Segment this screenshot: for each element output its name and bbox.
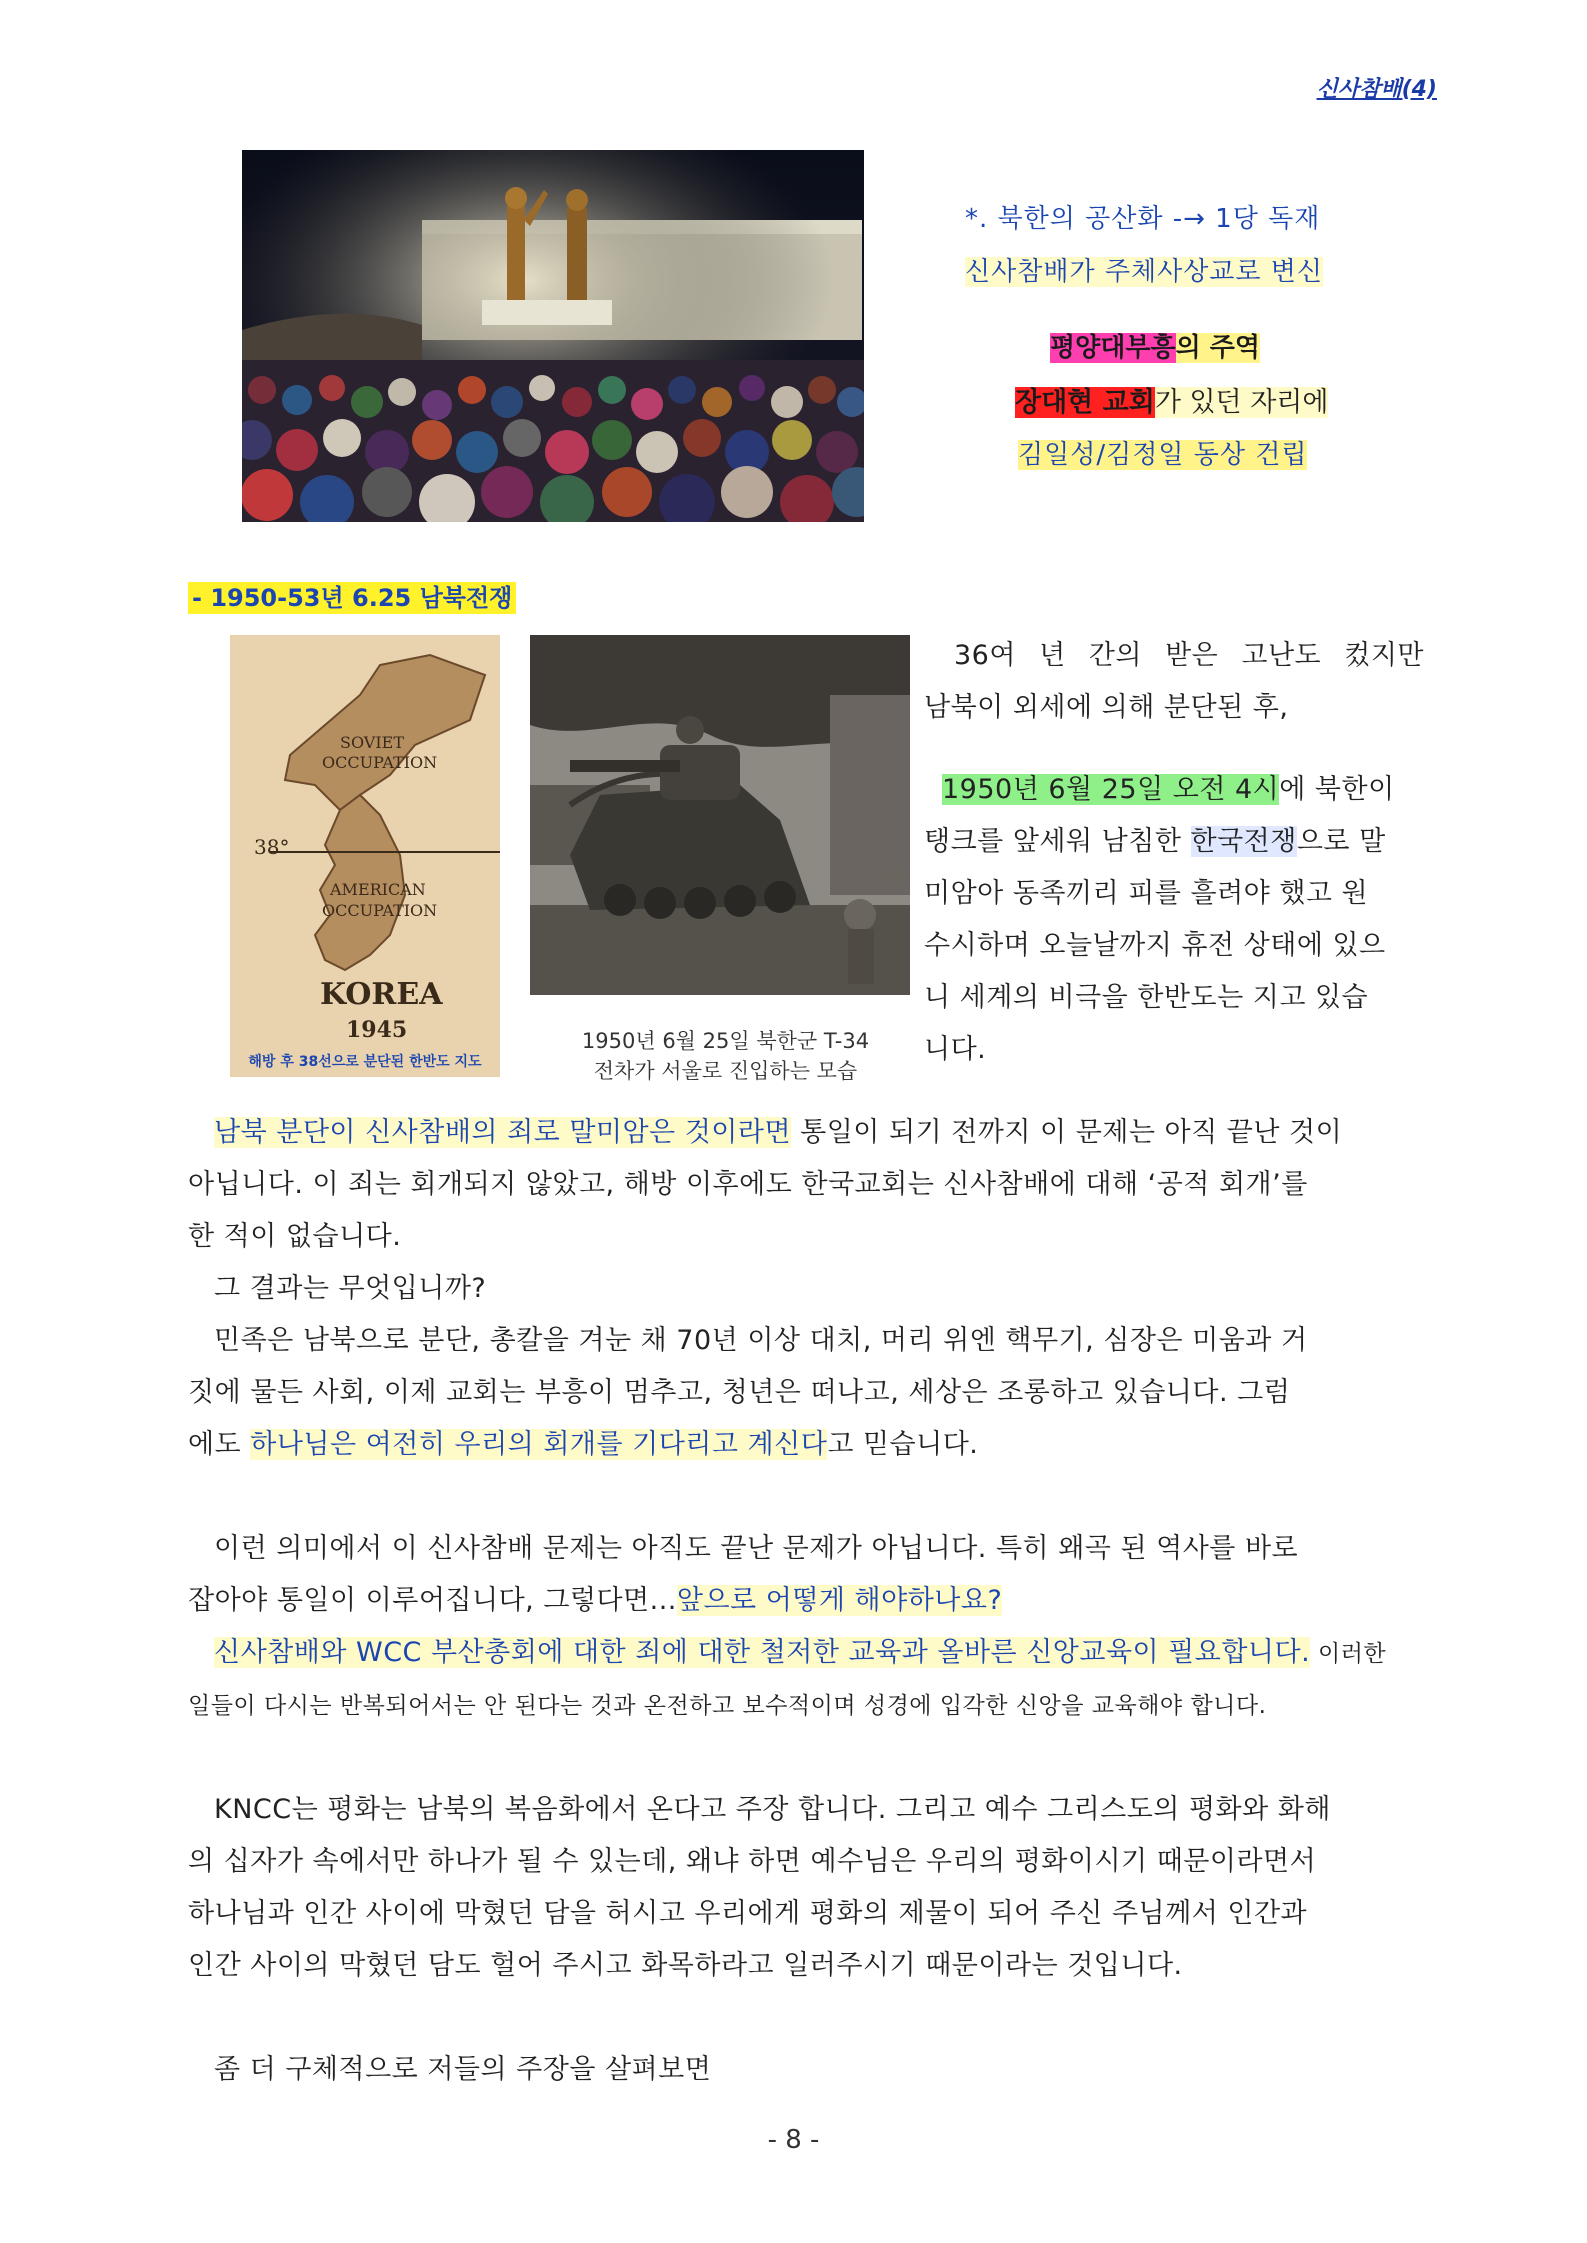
right-text-line-1-text: 36여 년 간의 받은 고난도 컸지만 <box>954 640 1424 671</box>
caption-line-1-text: *. 북한의 공산화 -→ 1당 독재 <box>965 204 1321 234</box>
right-text-line-3-rest: 에 북한이 <box>1279 774 1395 805</box>
body-line-5: 민족은 남북으로 분단, 총칼을 겨눈 채 70년 이상 대치, 머리 위엔 핵무기, 심장은 미움과 거 <box>214 1325 1308 1356</box>
korea-map-figure <box>230 635 500 1077</box>
body-line-15: 인간 사이의 막혔던 담도 헐어 주시고 화목하라고 일러주시기 때문이라는 것입니다. <box>188 1950 1183 1981</box>
section-heading-text: - 1950-53년 6.25 남북전쟁 <box>188 582 516 614</box>
tank-caption-line-1: 1950년 6월 25일 북한군 T-34 <box>581 1029 870 1053</box>
map-caption: 해방 후 38선으로 분단된 한반도 지도 <box>248 1054 482 1070</box>
monument-photo-art <box>242 150 864 522</box>
monument-photo <box>242 150 864 522</box>
war-date-highlight: 1950년 6월 25일 오전 4시 <box>942 774 1280 805</box>
caption-line-2-text: 신사참배가 주체사상교로 변신 <box>965 257 1324 287</box>
body-line-10 <box>188 1627 1438 1680</box>
page-number: - 8 - <box>767 2125 820 2155</box>
caption-line-1 <box>965 192 1320 247</box>
caption-line-2 <box>965 245 1323 300</box>
body-line-16: 좀 더 구체적으로 저들의 주장을 살펴보면 <box>214 2054 712 2085</box>
body-line-12: KNCC는 평화는 남북의 복음화에서 온다고 주장 합니다. 그리고 예수 그리스도의 평화와 화해 <box>214 1794 1331 1825</box>
tank-photo-art <box>530 635 910 995</box>
right-text-line-3 <box>924 764 1424 816</box>
page-header-title: 신사참배(4) <box>1316 77 1437 102</box>
map-year: 1945 <box>346 1017 408 1043</box>
caption-line-3 <box>1050 328 1260 368</box>
god-waiting-highlight: 하나님은 여전히 우리의 회개를 기다리고 계신다 <box>250 1429 828 1460</box>
right-text-line-4-b: 으로 말 <box>1296 826 1386 857</box>
body-line-14: 하나님과 인간 사이에 막혔던 담을 허시고 우리에게 평화의 제물이 되어 주신 주님께서 인간과 <box>188 1898 1308 1929</box>
body-line-8: 이런 의미에서 이 신사참배 문제는 아직도 끝난 문제가 아닙니다. 특히 왜곡 된 역사를 바로 <box>214 1533 1299 1564</box>
division-sin-highlight: 남북 분단이 신사참배의 죄로 말미암은 것이라면 <box>214 1117 792 1148</box>
body-line-7-b: 고 믿습니다. <box>827 1429 979 1460</box>
body-line-13: 의 십자가 속에서만 하나가 될 수 있는데, 왜냐 하면 예수님은 우리의 평화이시기 때문이라면서 <box>188 1846 1317 1877</box>
body-line-4: 그 결과는 무엇입니까? <box>214 1273 487 1304</box>
body-line-9 <box>188 1575 1438 1627</box>
tank-photo <box>530 635 910 995</box>
right-text <box>924 630 1424 1076</box>
body-line-11: 일들이 다시는 반복되어서는 안 된다는 것과 온전하고 보수적이며 성경에 입각한 신앙을 교육해야 합니다. <box>188 1693 1267 1719</box>
map-title: KOREA <box>320 977 443 1012</box>
right-text-line-6: 수시하며 오늘날까지 휴전 상태에 있으 <box>924 930 1386 961</box>
right-text-line-4-a: 탱크를 앞세워 남침한 <box>924 826 1191 857</box>
right-text-line-5: 미암아 동족끼리 피를 흘려야 했고 원 <box>924 878 1369 909</box>
caption-line-3-suffix: 의 주역 <box>1175 333 1260 363</box>
body-text <box>188 1107 1438 2096</box>
tank-caption-line-2: 전차가 서울로 진입하는 모습 <box>593 1059 858 1083</box>
body-line-6: 짓에 물든 사회, 이제 교회는 부흥이 멈추고, 청년은 떠나고, 세상은 조롱하고 있습니다. 그럼 <box>188 1377 1291 1408</box>
body-line-10-tail: 이러한 <box>1310 1641 1387 1667</box>
map-label-soviet-1: SOVIET <box>340 733 405 752</box>
right-text-line-2-text: 남북이 외세에 의해 분단된 후, <box>924 692 1289 723</box>
korean-war-highlight: 한국전쟁 <box>1190 826 1297 857</box>
body-line-7 <box>188 1419 1438 1471</box>
pyongyang-revival-label: 평양대부흥 <box>1050 333 1176 363</box>
right-text-line-8: 니다. <box>924 1034 987 1065</box>
caption-line-4 <box>1015 383 1328 423</box>
map-label-american-2: OCCUPATION <box>322 901 438 920</box>
body-line-9-a: 잡아야 통일이 이루어집니다, 그렇다면... <box>188 1585 677 1616</box>
map-label-38: 38° <box>254 835 290 859</box>
section-heading <box>188 578 516 613</box>
education-needed-highlight: 신사참배와 WCC 부산총회에 대한 죄에 대한 철저한 교육과 올바른 신앙교육이 필요합니다. <box>214 1637 1311 1668</box>
body-line-7-a: 에도 <box>188 1429 251 1460</box>
map-label-soviet-2: OCCUPATION <box>322 753 438 772</box>
caption-line-5 <box>1018 428 1307 483</box>
map-label-american-1: AMERICAN <box>330 880 426 899</box>
body-line-2: 아닙니다. 이 죄는 회개되지 않았고, 해방 이후에도 한국교회는 신사참배에 대해 ‘공적 회개’를 <box>188 1169 1308 1200</box>
right-text-line-4 <box>924 816 1424 868</box>
right-text-line-1 <box>924 630 1424 682</box>
what-to-do-highlight: 앞으로 어떻게 해야하나요? <box>676 1585 1003 1616</box>
body-line-3: 한 적이 없습니다. <box>188 1221 402 1252</box>
body-line-1-rest: 통일이 되기 전까지 이 문제는 아직 끝난 것이 <box>791 1117 1343 1148</box>
right-text-line-2 <box>924 682 1424 734</box>
caption-line-4-suffix: 가 있던 자리에 <box>1154 387 1329 418</box>
right-text-line-7: 니 세계의 비극을 한반도는 지고 있습 <box>924 982 1369 1013</box>
body-line-1 <box>188 1107 1438 1159</box>
caption-line-5-text: 김일성/김정일 동상 건립 <box>1018 440 1308 470</box>
jangdaehyeon-church-label: 장대현 교회 <box>1015 387 1155 418</box>
